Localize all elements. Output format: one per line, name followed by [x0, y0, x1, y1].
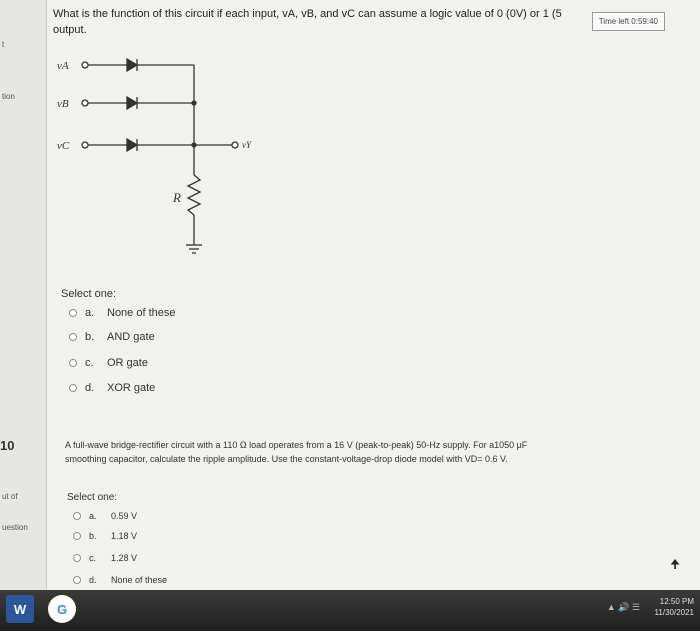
q1-select-label: Select one:	[61, 288, 117, 300]
clock-date: 11/30/2021	[654, 608, 694, 617]
radio-icon[interactable]	[69, 309, 77, 317]
input-c-label: vC	[57, 140, 70, 152]
left-sidebar	[0, 0, 47, 590]
radio-icon[interactable]	[73, 512, 81, 520]
option-letter: c.	[85, 357, 94, 369]
input-b-label: vB	[57, 98, 69, 110]
radio-icon[interactable]	[73, 532, 81, 540]
sidebar-label: ut of	[2, 492, 18, 501]
question-1-line-1: What is the function of this circuit if each input, vA, vB, and vC can assume a logic value of 0 (0V) or 1 (5	[53, 8, 562, 20]
option-text: XOR gate	[107, 382, 156, 394]
q2-option-d[interactable]	[73, 575, 167, 585]
option-text: 1.18 V	[111, 531, 138, 541]
q2-select-label: Select one:	[67, 492, 118, 503]
question-1-text	[53, 6, 613, 38]
option-text: OR gate	[107, 357, 148, 369]
taskbar-clock[interactable]	[655, 596, 694, 618]
chrome-icon-label: G	[56, 601, 68, 617]
q1-option-d[interactable]	[69, 382, 155, 394]
radio-icon[interactable]	[69, 384, 77, 392]
option-text: AND gate	[107, 331, 155, 343]
clock-time: 12:50 PM	[659, 597, 694, 606]
resistor-label: R	[173, 190, 181, 205]
scroll-up-arrow-icon[interactable]: 🠉	[670, 557, 680, 571]
output-label: vY	[242, 140, 251, 150]
q1-option-a[interactable]	[69, 307, 176, 319]
quiz-content	[47, 0, 700, 590]
radio-icon[interactable]	[69, 359, 77, 367]
radio-icon[interactable]	[69, 333, 77, 341]
timer-box: Time left 0:59:40	[592, 12, 665, 31]
system-tray-icons[interactable]: ▲ 🔊 ☰	[606, 602, 640, 612]
option-letter: d.	[85, 382, 95, 394]
sidebar-question-number: 10	[0, 438, 15, 453]
sidebar-label: tion	[2, 92, 15, 101]
resistor-icon	[188, 175, 200, 215]
option-letter: b.	[89, 531, 97, 541]
diode-b-icon	[127, 97, 137, 109]
option-text: None of these	[111, 575, 168, 585]
option-text: None of these	[107, 307, 176, 319]
q2-option-c[interactable]	[73, 553, 137, 563]
question-1-line-2: output.	[53, 24, 87, 36]
diode-a-icon	[127, 59, 137, 71]
option-letter: b.	[85, 331, 95, 343]
question-2-line-2: smoothing capacitor, calculate the ripple amplitude. Use the constant-voltage-drop diode model with VD= 0.6 V.	[65, 454, 508, 464]
option-text: 0.59 V	[111, 511, 138, 521]
option-text: 1.28 V	[111, 553, 138, 563]
input-a-label: vA	[57, 60, 69, 72]
question-2-text	[65, 438, 655, 466]
radio-icon[interactable]	[73, 576, 81, 584]
taskbar	[0, 590, 700, 631]
word-icon-label: W	[13, 601, 27, 617]
q2-option-a[interactable]	[73, 511, 137, 521]
diode-c-icon	[127, 139, 137, 151]
input-b-terminal	[82, 100, 88, 106]
option-letter: d.	[89, 575, 97, 585]
diode-circuit-diagram	[47, 40, 307, 270]
word-icon[interactable]	[6, 595, 34, 623]
option-letter: a.	[85, 307, 95, 319]
radio-icon[interactable]	[73, 554, 81, 562]
q1-option-b[interactable]	[69, 331, 155, 343]
input-a-terminal	[82, 62, 88, 68]
output-terminal	[232, 142, 238, 148]
question-2-line-1: A full-wave bridge-rectifier circuit with a 110 Ω load operates from a 16 V (peak-to-peak) 50-Hz supply. For a1050 μF	[65, 440, 528, 450]
q2-option-b[interactable]	[73, 531, 137, 541]
option-letter: a.	[89, 511, 97, 521]
sidebar-label: uestion	[2, 523, 28, 532]
option-letter: c.	[89, 553, 97, 563]
chrome-icon[interactable]	[48, 595, 76, 623]
input-c-terminal	[82, 142, 88, 148]
q1-option-c[interactable]	[69, 357, 148, 369]
sidebar-label: t	[2, 40, 5, 49]
